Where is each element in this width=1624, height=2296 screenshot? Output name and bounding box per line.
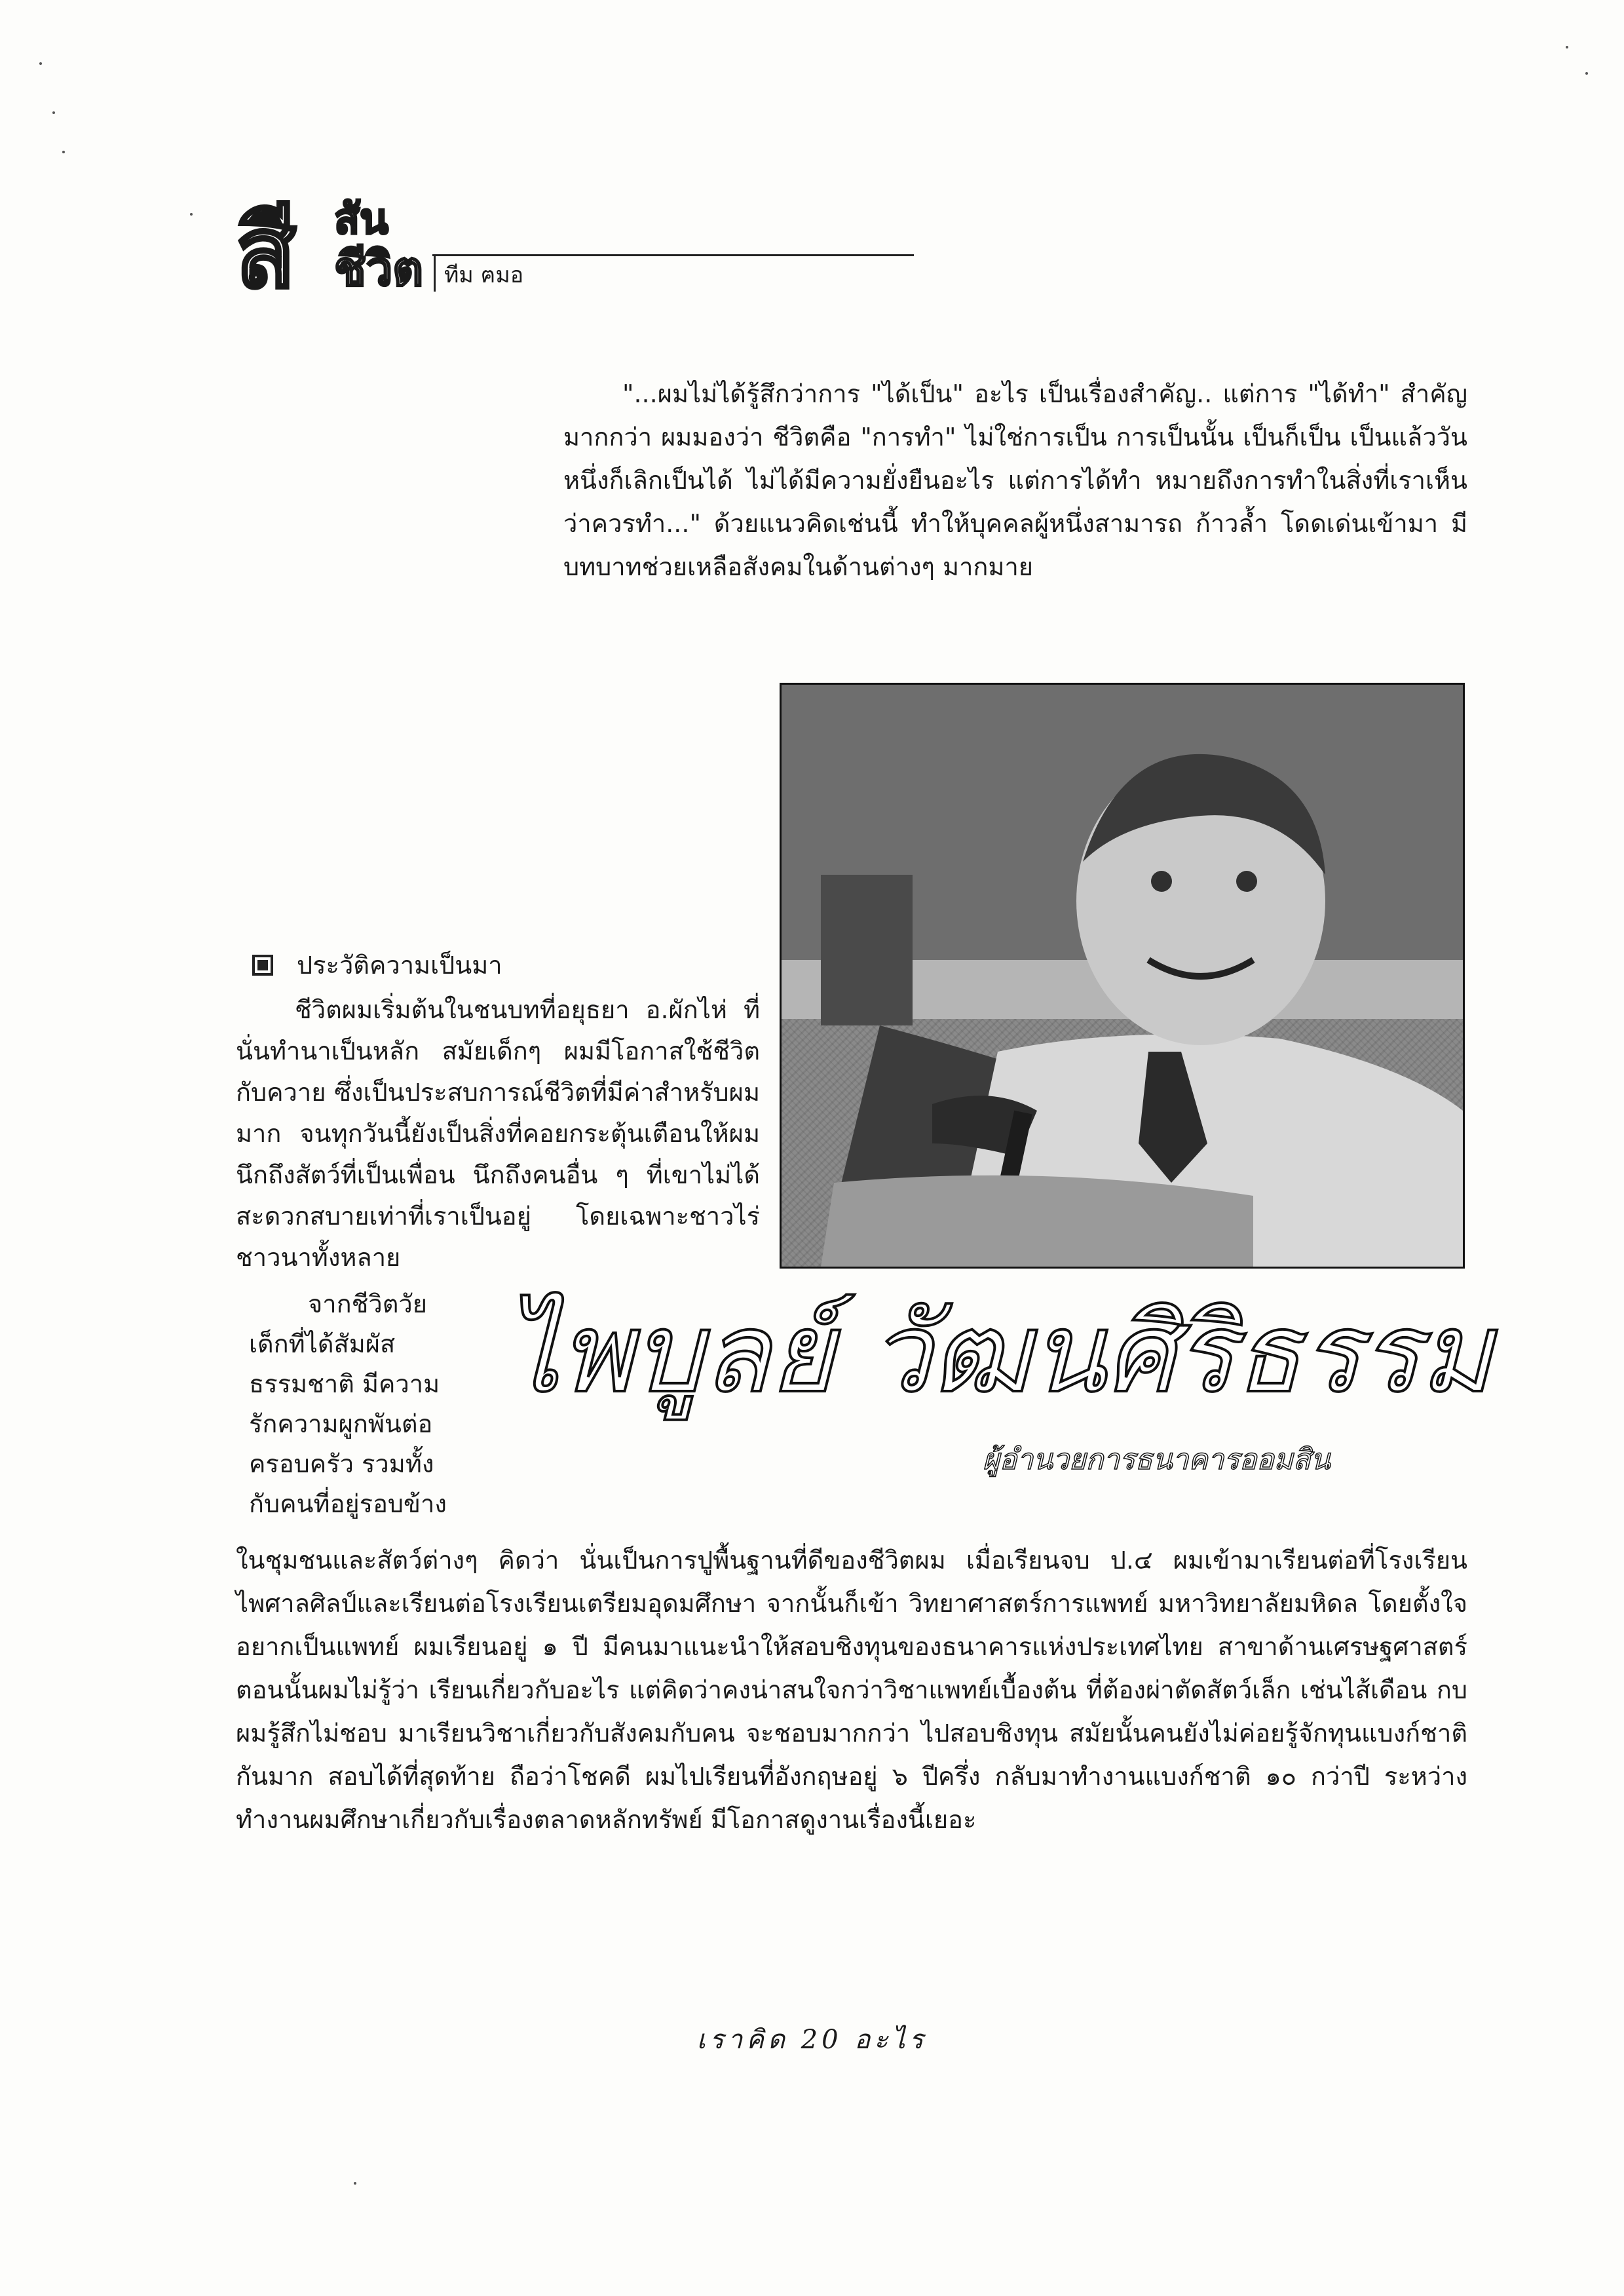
portrait-illustration [782,685,1463,1267]
scan-speck [62,151,65,153]
intro-quote [563,372,1467,588]
paragraph-2-text: จากชีวิตวัยเด็กที่ได้สัมผัสธรรมชาติ มีความรักความผูกพันต่อครอบครัว รวมทั้งกับคนที่อยู่รอบข้าง [249,1290,447,1518]
scan-speck [39,62,42,65]
section-heading [252,949,502,982]
logo-top-text: สัน [334,195,388,244]
scan-speck [354,2182,356,2185]
scan-speck [1585,72,1588,75]
column-logo [236,195,694,310]
page-footer: เราคิด 20 อะไร [696,2025,928,2055]
paragraph-1 [236,989,760,1278]
column-team: ทีม ฅมอ [444,262,524,288]
logo-bottom-text: ชีวิต [334,241,424,296]
intro-quote-text: "...ผมไม่ได้รู้สึกว่าการ "ได้เป็น" อะไร เป็นเรื่องสำคัญ.. แต่การ "ได้ทำ" สำคัญมากกว่า ผมมองว่า ชีวิตคือ "การทำ" ไม่ใช่การเป็น การเป็นนั้น เป็นก็เป็น เป็นแล้ววันหนึ่งก็เลิกเป็นได้ ไม่ได้มีความยั่งยืนอะไร แต่การได้ทำ หมายถึงการทำในสิ่งที่เราเห็นว่าควรทำ..." ด้วยแนวคิดเช่นนี้ ทำให้บุคคลผู้หนึ่งสามารถ ก้าวล้ำ โดดเด่นเข้ามา มีบทบาทช่วยเหลือสังคมในด้านต่างๆ มากมาย [563,379,1467,581]
portrait-photo [780,683,1465,1269]
logo-rule [432,254,914,256]
scan-speck [52,111,55,114]
paragraph-2 [249,1284,459,1524]
section-heading-text: ประวัติความเป็นมา [297,951,502,980]
logo-main-text: สี [236,195,296,310]
paragraph-3 [236,1539,1467,1841]
person-position: ผู้อำนวยการธนาคารออมสิน [983,1443,1331,1476]
paragraph-3-text: ในชุมชนและสัตว์ต่างๆ คิดว่า นั่นเป็นการปูพื้นฐานที่ดีของชีวิตผม เมื่อเรียนจบ ป.๔ ผมเข้ามาเรียนต่อที่โรงเรียนไพศาลศิลป์และเรียนต่อโรงเรียนเตรียมอุดมศึกษา จากนั้นก็เข้า วิทยาศาสตร์การแพทย์ มหาวิทยาลัยมหิดล โดยตั้งใจอยากเป็นแพทย์ ผมเรียนอยู่ ๑ ปี มีคนมาแนะนำให้สอบชิงทุนของธนาคารแห่งประเทศไทย สาขาด้านเศรษฐศาสตร์ ตอนนั้นผมไม่รู้ว่า เรียนเกี่ยวกับอะไร แต่คิดว่าคงน่าสนใจกว่าวิชาแพทย์เบื้องต้น ที่ต้องผ่าตัดสัตว์เล็ก เช่นไส้เดือน กบ ผมรู้สึกไม่ชอบ มาเรียนวิชาเกี่ยวกับสังคมกับคน จะชอบมากกว่า ไปสอบชิงทุน สมัยนั้นคนยังไม่ค่อยรู้จักทุนแบงก์ชาติกันมาก สอบได้ที่สุดท้าย ถือว่าโชคดี ผมไปเรียนที่อังกฤษอยู่ ๖ ปีครึ่ง กลับมาทำงานแบงก์ชาติ ๑๐ กว่าปี ระหว่างทำงานผมศึกษาเกี่ยวกับเรื่องตลาดหลักทรัพย์ มีโอกาสดูงานเรื่องนี้เยอะ [236,1546,1467,1834]
square-bullet-icon [252,955,273,976]
scan-speck [190,213,193,216]
scan-speck [1566,46,1568,48]
logo-divider [434,256,436,292]
paragraph-1-text: ชีวิตผมเริ่มต้นในชนบทที่อยุธยา อ.ผักไห่ ที่นั่นทำนาเป็นหลัก สมัยเด็กๆ ผมมีโอกาสใช้ชีวิตกับควาย ซึ่งเป็นประสบการณ์ชีวิตที่มีค่าสำหรับผมมาก จนทุกวันนี้ยังเป็นสิ่งที่คอยกระตุ้นเตือนให้ผมนึกถึงสัตว์ที่เป็นเพื่อน นึกถึงคนอื่น ๆ ที่เขาไม่ได้สะดวกสบายเท่าที่เราเป็นอยู่ โดยเฉพาะชาวไร่ชาวนาทั้งหลาย [236,995,760,1272]
person-name: ไพบูลย์ วัฒนศิริธรรม [504,1289,1493,1417]
